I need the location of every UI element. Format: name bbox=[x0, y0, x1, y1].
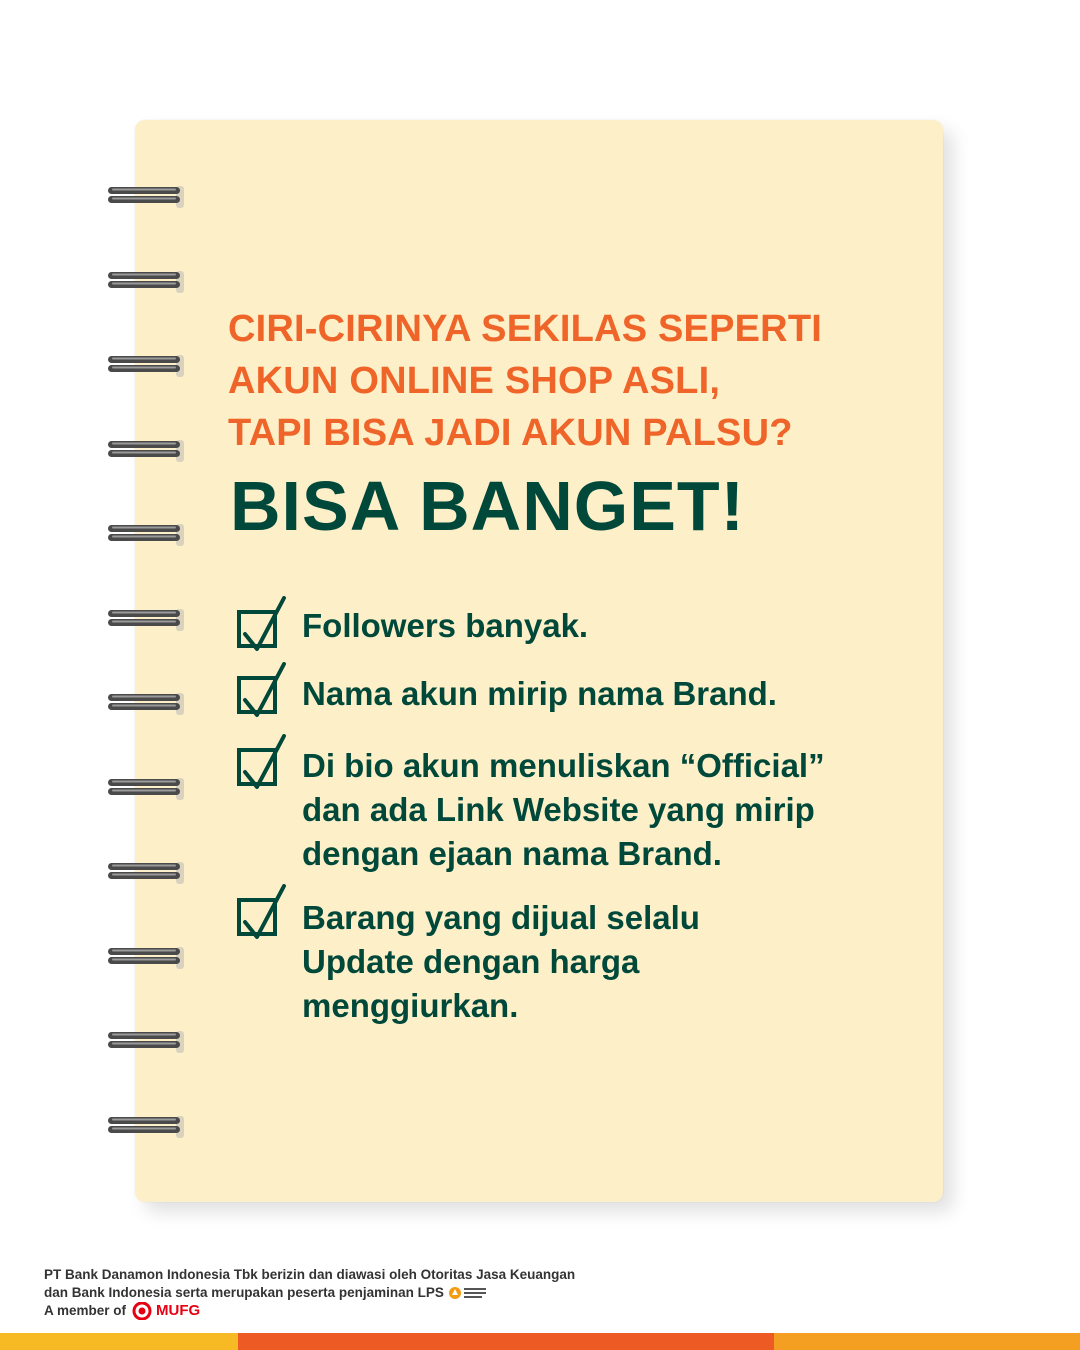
checklist-line: menggiurkan. bbox=[302, 987, 519, 1024]
subheading-line: TAPI BISA JADI AKUN PALSU? bbox=[228, 412, 793, 454]
mufg-mark-icon bbox=[131, 1302, 153, 1320]
spiral-ring-icon bbox=[108, 1114, 188, 1140]
mufg-wordmark: MUFG bbox=[156, 1302, 201, 1319]
spiral-ring-icon bbox=[108, 860, 188, 886]
checkbox-checked-icon bbox=[236, 596, 292, 656]
footer-text: A member of bbox=[44, 1303, 127, 1318]
checklist-text bbox=[302, 672, 912, 716]
spiral-ring-icon bbox=[108, 607, 188, 633]
subheading-line: AKUN ONLINE SHOP ASLI, bbox=[228, 360, 721, 402]
headline: BISA BANGET! bbox=[230, 467, 745, 545]
spiral-binding bbox=[108, 0, 188, 1350]
spiral-ring-icon bbox=[108, 776, 188, 802]
notebook-page bbox=[135, 120, 943, 1202]
spiral-ring-icon bbox=[108, 945, 188, 971]
checklist-line: Di bio akun menuliskan “Official” bbox=[302, 747, 825, 784]
spiral-ring-icon bbox=[108, 353, 188, 379]
bar-segment-amber bbox=[774, 1333, 1080, 1350]
checklist-line: Nama akun mirip nama Brand. bbox=[302, 675, 777, 712]
checklist-line: Barang yang dijual selalu bbox=[302, 899, 700, 936]
checklist-line: dengan ejaan nama Brand. bbox=[302, 835, 722, 872]
mufg-logo bbox=[131, 1302, 200, 1320]
spiral-ring-icon bbox=[108, 691, 188, 717]
checklist-text bbox=[302, 604, 912, 648]
legal-footer bbox=[44, 1266, 744, 1320]
bar-segment-yellow bbox=[0, 1333, 238, 1350]
spiral-ring-icon bbox=[108, 269, 188, 295]
checklist-text bbox=[302, 744, 912, 876]
spiral-ring-icon bbox=[108, 1029, 188, 1055]
checklist-line: Update dengan harga bbox=[302, 943, 640, 980]
footer-line bbox=[44, 1266, 744, 1284]
checkbox-checked-icon bbox=[236, 662, 292, 722]
checkbox-checked-icon bbox=[236, 734, 292, 794]
checklist-line: Followers banyak. bbox=[302, 607, 589, 644]
spiral-ring-icon bbox=[108, 522, 188, 548]
spiral-ring-icon bbox=[108, 184, 188, 210]
footer-text: PT Bank Danamon Indonesia Tbk berizin dan diawasi oleh Otoritas Jasa Keuangan bbox=[44, 1267, 576, 1282]
checklist-text bbox=[302, 896, 912, 1028]
footer-line bbox=[44, 1284, 744, 1302]
checklist-line: dan ada Link Website yang mirip bbox=[302, 791, 815, 828]
subheading-line: CIRI-CIRINYA SEKILAS SEPERTI bbox=[228, 308, 822, 350]
footer-text: dan Bank Indonesia serta merupakan peserta penjaminan LPS bbox=[44, 1285, 444, 1300]
bar-segment-orange bbox=[238, 1333, 774, 1350]
lps-logo-icon bbox=[449, 1286, 487, 1300]
subheading bbox=[228, 303, 908, 459]
spiral-ring-icon bbox=[108, 438, 188, 464]
footer-line bbox=[44, 1302, 744, 1320]
checkbox-checked-icon bbox=[236, 884, 292, 944]
brand-color-bar bbox=[0, 1333, 1080, 1350]
